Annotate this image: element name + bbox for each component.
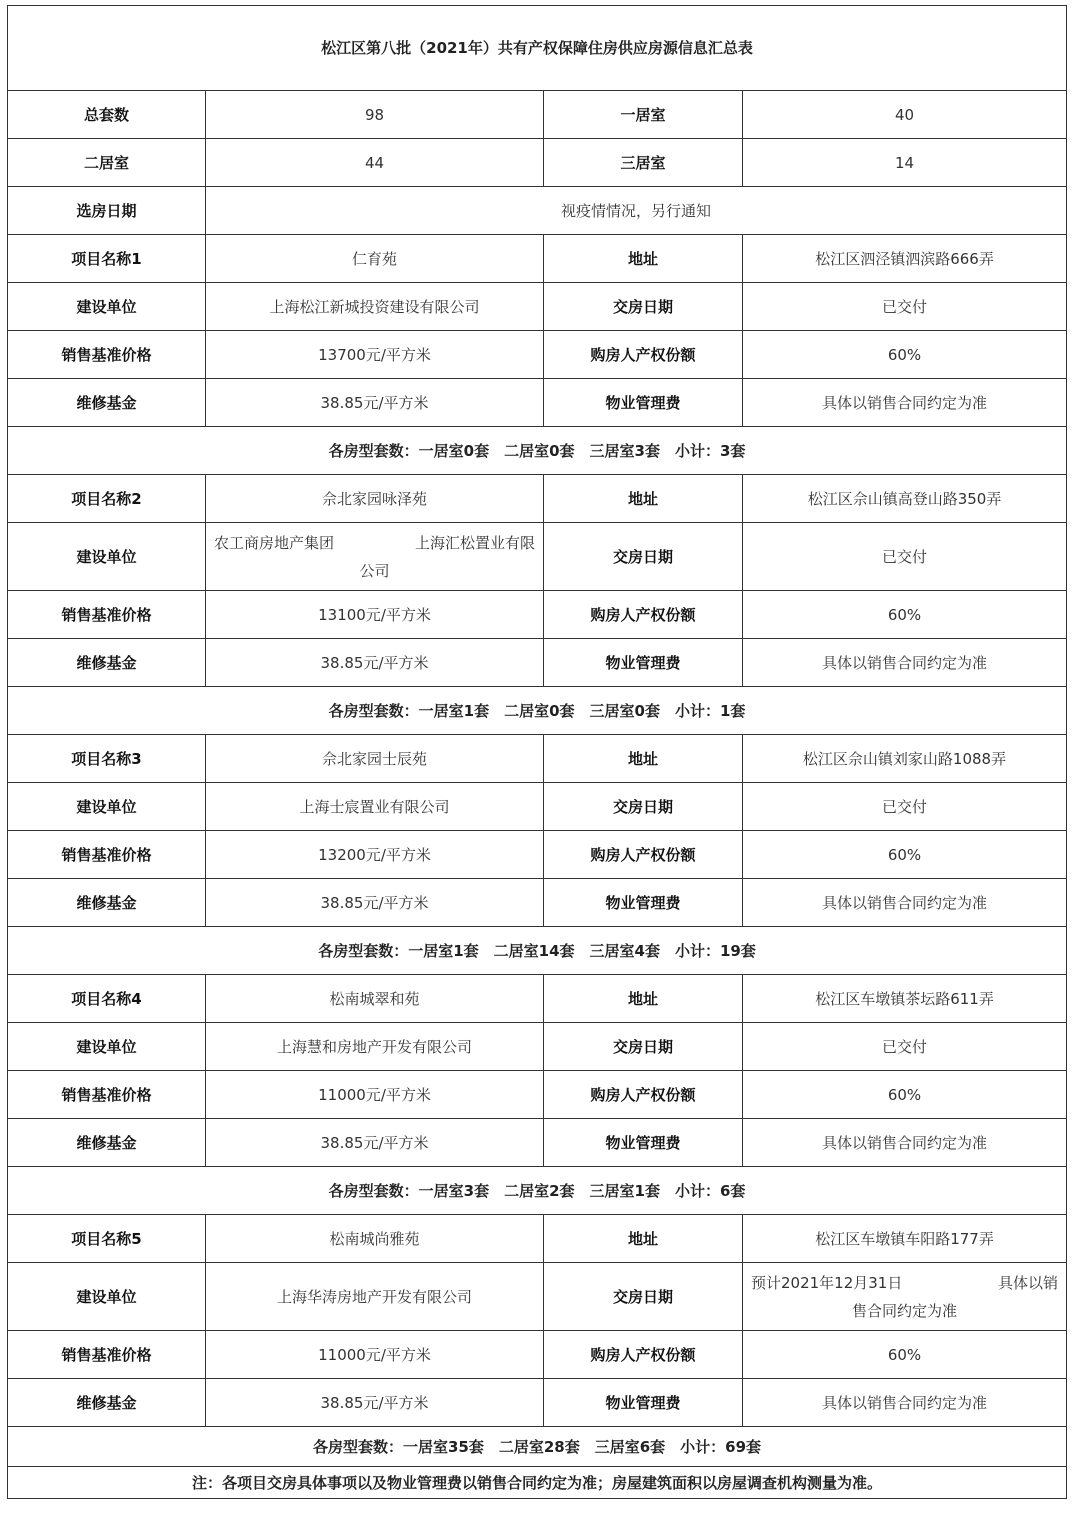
selection-date-label: 选房日期 [8, 187, 206, 235]
maintenance-label: 维修基金 [8, 1119, 206, 1167]
builder-value: 上海慧和房地产开发有限公司 [206, 1023, 544, 1071]
address-label: 地址 [544, 975, 743, 1023]
maintenance-label: 维修基金 [8, 379, 206, 427]
property-fee-label: 物业管理费 [544, 379, 743, 427]
property-fee-value: 具体以销售合同约定为准 [743, 879, 1067, 927]
property-fee-label: 物业管理费 [544, 879, 743, 927]
address-label: 地址 [544, 475, 743, 523]
price-value: 13200元/平方米 [206, 831, 544, 879]
project-name: 松南城尚雅苑 [206, 1215, 544, 1263]
delivery-value: 已交付 [743, 783, 1067, 831]
builder-part-a: 农工商房地产集团 [214, 533, 335, 552]
delivery-value: 已交付 [743, 1023, 1067, 1071]
delivery-part-b: 具体以销 [998, 1273, 1059, 1292]
property-fee-label: 物业管理费 [544, 1119, 743, 1167]
delivery-label: 交房日期 [544, 523, 743, 591]
delivery-label: 交房日期 [544, 783, 743, 831]
address-label: 地址 [544, 1215, 743, 1263]
delivery-value: 已交付 [743, 283, 1067, 331]
share-value: 60% [743, 1331, 1067, 1379]
footnote: 注：各项目交房具体事项以及物业管理费以销售合同约定为准；房屋建筑面积以房屋调查机构测量为准。 [8, 1467, 1067, 1499]
table-title: 松江区第八批（2021年）共有产权保障住房供应房源信息汇总表 [8, 6, 1067, 91]
builder-label: 建设单位 [8, 783, 206, 831]
share-value: 60% [743, 591, 1067, 639]
price-value: 11000元/平方米 [206, 1331, 544, 1379]
maintenance-label: 维修基金 [8, 879, 206, 927]
project-address: 松江区车墩镇茶坛路611弄 [743, 975, 1067, 1023]
property-fee-value: 具体以销售合同约定为准 [743, 639, 1067, 687]
total-room-counts: 各房型套数：一居室35套 二居室28套 三居室6套 小计：69套 [8, 1427, 1067, 1467]
builder-part-c: 公司 [359, 561, 390, 580]
delivery-value [743, 1263, 1067, 1331]
total-label: 总套数 [8, 91, 206, 139]
share-label: 购房人产权份额 [544, 331, 743, 379]
address-label: 地址 [544, 735, 743, 783]
builder-label: 建设单位 [8, 523, 206, 591]
delivery-label: 交房日期 [544, 1263, 743, 1331]
property-fee-value: 具体以销售合同约定为准 [743, 1119, 1067, 1167]
room-counts: 各房型套数：一居室0套 二居室0套 三居室3套 小计：3套 [8, 427, 1067, 475]
builder-label: 建设单位 [8, 1263, 206, 1331]
builder-label: 建设单位 [8, 1023, 206, 1071]
project-address: 松江区佘山镇刘家山路1088弄 [743, 735, 1067, 783]
maintenance-value: 38.85元/平方米 [206, 879, 544, 927]
price-label: 销售基准价格 [8, 831, 206, 879]
project-name: 仁育苑 [206, 235, 544, 283]
project-name: 松南城翠和苑 [206, 975, 544, 1023]
address-label: 地址 [544, 235, 743, 283]
delivery-value: 已交付 [743, 523, 1067, 591]
delivery-label: 交房日期 [544, 283, 743, 331]
builder-value: 上海士宸置业有限公司 [206, 783, 544, 831]
total-value: 98 [206, 91, 544, 139]
three-room-label: 三居室 [544, 139, 743, 187]
room-counts: 各房型套数：一居室1套 二居室0套 三居室0套 小计：1套 [8, 687, 1067, 735]
delivery-part-c: 售合同约定为准 [852, 1301, 958, 1320]
one-room-label: 一居室 [544, 91, 743, 139]
price-label: 销售基准价格 [8, 1071, 206, 1119]
maintenance-label: 维修基金 [8, 639, 206, 687]
room-counts: 各房型套数：一居室3套 二居室2套 三居室1套 小计：6套 [8, 1167, 1067, 1215]
share-label: 购房人产权份额 [544, 1071, 743, 1119]
project-name: 佘北家园士辰苑 [206, 735, 544, 783]
share-value: 60% [743, 331, 1067, 379]
share-label: 购房人产权份额 [544, 1331, 743, 1379]
maintenance-value: 38.85元/平方米 [206, 379, 544, 427]
share-value: 60% [743, 1071, 1067, 1119]
selection-date-value: 视疫情情况，另行通知 [206, 187, 1067, 235]
three-room-value: 14 [743, 139, 1067, 187]
project-address: 松江区泗泾镇泗滨路666弄 [743, 235, 1067, 283]
maintenance-value: 38.85元/平方米 [206, 1119, 544, 1167]
price-value: 11000元/平方米 [206, 1071, 544, 1119]
share-label: 购房人产权份额 [544, 831, 743, 879]
price-label: 销售基准价格 [8, 591, 206, 639]
price-value: 13100元/平方米 [206, 591, 544, 639]
delivery-part-a: 预计2021年12月31日 [751, 1273, 903, 1292]
two-room-value: 44 [206, 139, 544, 187]
project-name-label: 项目名称5 [8, 1215, 206, 1263]
property-fee-value: 具体以销售合同约定为准 [743, 1379, 1067, 1427]
share-value: 60% [743, 831, 1067, 879]
project-name: 佘北家园咏泽苑 [206, 475, 544, 523]
price-label: 销售基准价格 [8, 331, 206, 379]
price-label: 销售基准价格 [8, 1331, 206, 1379]
delivery-label: 交房日期 [544, 1023, 743, 1071]
maintenance-value: 38.85元/平方米 [206, 639, 544, 687]
maintenance-label: 维修基金 [8, 1379, 206, 1427]
room-counts: 各房型套数：一居室1套 二居室14套 三居室4套 小计：19套 [8, 927, 1067, 975]
project-name-label: 项目名称4 [8, 975, 206, 1023]
project-name-label: 项目名称3 [8, 735, 206, 783]
two-room-label: 二居室 [8, 139, 206, 187]
builder-label: 建设单位 [8, 283, 206, 331]
property-fee-label: 物业管理费 [544, 639, 743, 687]
property-fee-value: 具体以销售合同约定为准 [743, 379, 1067, 427]
one-room-value: 40 [743, 91, 1067, 139]
project-name-label: 项目名称1 [8, 235, 206, 283]
builder-value: 上海松江新城投资建设有限公司 [206, 283, 544, 331]
builder-part-b: 上海汇松置业有限 [414, 533, 535, 552]
builder-value [206, 523, 544, 591]
project-name-label: 项目名称2 [8, 475, 206, 523]
price-value: 13700元/平方米 [206, 331, 544, 379]
property-fee-label: 物业管理费 [544, 1379, 743, 1427]
housing-summary-table [7, 5, 1067, 1499]
maintenance-value: 38.85元/平方米 [206, 1379, 544, 1427]
project-address: 松江区车墩镇车阳路177弄 [743, 1215, 1067, 1263]
builder-value: 上海华涛房地产开发有限公司 [206, 1263, 544, 1331]
project-address: 松江区佘山镇高登山路350弄 [743, 475, 1067, 523]
share-label: 购房人产权份额 [544, 591, 743, 639]
